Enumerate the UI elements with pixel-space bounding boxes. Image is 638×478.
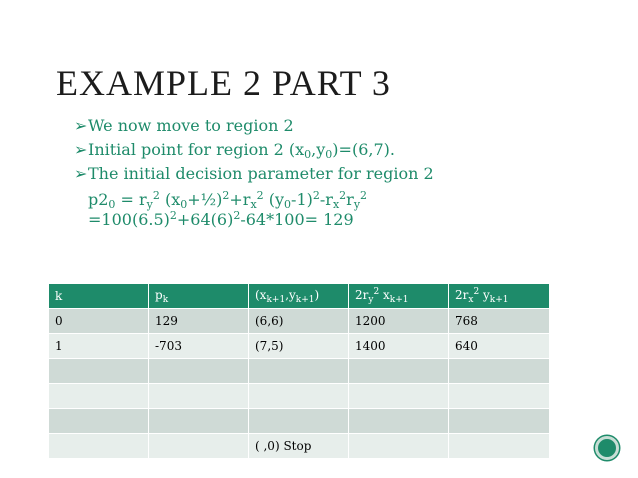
- subscript: x: [468, 295, 474, 305]
- table-cell: [449, 384, 550, 409]
- table-header-row: [49, 284, 550, 309]
- table-cell: [249, 384, 349, 409]
- table-row: [49, 384, 550, 409]
- table-cell: [149, 384, 249, 409]
- subscript: 0: [108, 198, 116, 211]
- header-2rx2y: [449, 284, 550, 309]
- bullet-text: The initial decision parameter for region 2: [88, 164, 434, 183]
- table-cell: [149, 409, 249, 434]
- header-text: p: [155, 287, 163, 302]
- subscript: y: [146, 198, 153, 211]
- table-cell: 768: [449, 309, 550, 334]
- superscript: 2: [373, 287, 380, 297]
- table-cell: 640: [449, 334, 550, 359]
- bullet-text: )=(6,7).: [332, 140, 395, 159]
- header-text: 2r: [455, 288, 469, 302]
- formula-part: -1): [291, 190, 313, 209]
- bullet-text: We now move to region 2: [88, 116, 294, 135]
- superscript: 2: [169, 209, 177, 222]
- superscript: 2: [233, 209, 241, 222]
- table-cell: 129: [149, 309, 249, 334]
- header-text: y: [479, 288, 490, 302]
- header-text: 2r: [355, 288, 369, 302]
- formula-part: -r: [319, 190, 333, 209]
- table-cell: [249, 359, 349, 384]
- table-cell: -703: [149, 334, 249, 359]
- table-row: [49, 434, 550, 459]
- formula-part: =100(6.5): [88, 210, 170, 229]
- formula-part: r: [346, 190, 354, 209]
- table-cell: [349, 384, 449, 409]
- bullet-item-2: [74, 138, 594, 162]
- subscript: 0: [325, 148, 333, 161]
- superscript: 2: [222, 189, 230, 202]
- bullet-text: ,y: [311, 140, 326, 159]
- subscript: 0: [180, 198, 188, 211]
- table-cell: ( ,0) Stop: [249, 434, 349, 459]
- table-row: [49, 334, 550, 359]
- superscript: 2: [473, 287, 480, 297]
- region2-table: [48, 283, 550, 459]
- table-cell: 1200: [349, 309, 449, 334]
- table-cell: [349, 409, 449, 434]
- table-cell: [49, 434, 149, 459]
- superscript: 2: [152, 189, 160, 202]
- formula-part: = r: [115, 190, 147, 209]
- bullet-item-1: [74, 114, 594, 138]
- formula-part: +64(6): [176, 210, 234, 229]
- subscript: 0: [304, 148, 312, 161]
- header-k: k: [49, 284, 149, 309]
- subscript: k+1: [489, 295, 509, 305]
- header-text: (x: [255, 287, 267, 302]
- table-cell: [449, 434, 550, 459]
- subscript: 0: [284, 198, 292, 211]
- formula-part: -64*100= 129: [240, 210, 354, 229]
- arrow-bullet-icon: ➢: [74, 116, 88, 135]
- bullet-text: Initial point for region 2 (x: [88, 140, 305, 159]
- subscript: k+1: [266, 294, 286, 305]
- subscript: k+1: [389, 295, 409, 305]
- table-cell: (6,6): [249, 309, 349, 334]
- subscript: x: [250, 198, 257, 211]
- table-cell: [149, 434, 249, 459]
- table-cell: [149, 359, 249, 384]
- superscript: 2: [339, 189, 347, 202]
- formula-line-2: [74, 206, 594, 229]
- bullet-list: [74, 114, 594, 229]
- table-cell: [49, 384, 149, 409]
- table-cell: [49, 359, 149, 384]
- table-cell: [249, 409, 349, 434]
- formula-part: (x: [159, 190, 181, 209]
- header-text: x: [379, 288, 390, 302]
- table-row: [49, 359, 550, 384]
- table-cell: 0: [49, 309, 149, 334]
- table-row: [49, 409, 550, 434]
- subscript: y: [368, 295, 374, 305]
- formula-part: p2: [88, 190, 109, 209]
- table-cell: [449, 409, 550, 434]
- table-cell: [449, 359, 550, 384]
- table-cell: [49, 409, 149, 434]
- subscript: k: [162, 294, 169, 305]
- superscript: 2: [360, 189, 368, 202]
- table-cell: 1: [49, 334, 149, 359]
- header-text: ): [314, 287, 320, 302]
- formula-part: +½): [187, 190, 223, 209]
- table-cell: 1400: [349, 334, 449, 359]
- bullet-item-3: [74, 162, 594, 186]
- header-pk: [149, 284, 249, 309]
- formula-line-1: [74, 186, 594, 211]
- header-2ry2x: [349, 284, 449, 309]
- table-cell: (7,5): [249, 334, 349, 359]
- header-text: ,y: [285, 287, 296, 302]
- superscript: 2: [256, 189, 264, 202]
- formula-part: (y: [263, 190, 285, 209]
- header-next-point: [249, 284, 349, 309]
- slide-nav-circle-icon[interactable]: [595, 436, 619, 460]
- subscript: x: [332, 198, 340, 211]
- table-cell: [349, 359, 449, 384]
- table-cell: [349, 434, 449, 459]
- subscript: k+1: [295, 294, 315, 305]
- superscript: 2: [312, 189, 320, 202]
- subscript: y: [353, 198, 361, 211]
- arrow-bullet-icon: ➢: [74, 164, 88, 183]
- slide-title: EXAMPLE 2 PART 3: [56, 63, 391, 103]
- table-row: [49, 309, 550, 334]
- arrow-bullet-icon: ➢: [74, 140, 88, 159]
- formula-part: +r: [229, 190, 251, 209]
